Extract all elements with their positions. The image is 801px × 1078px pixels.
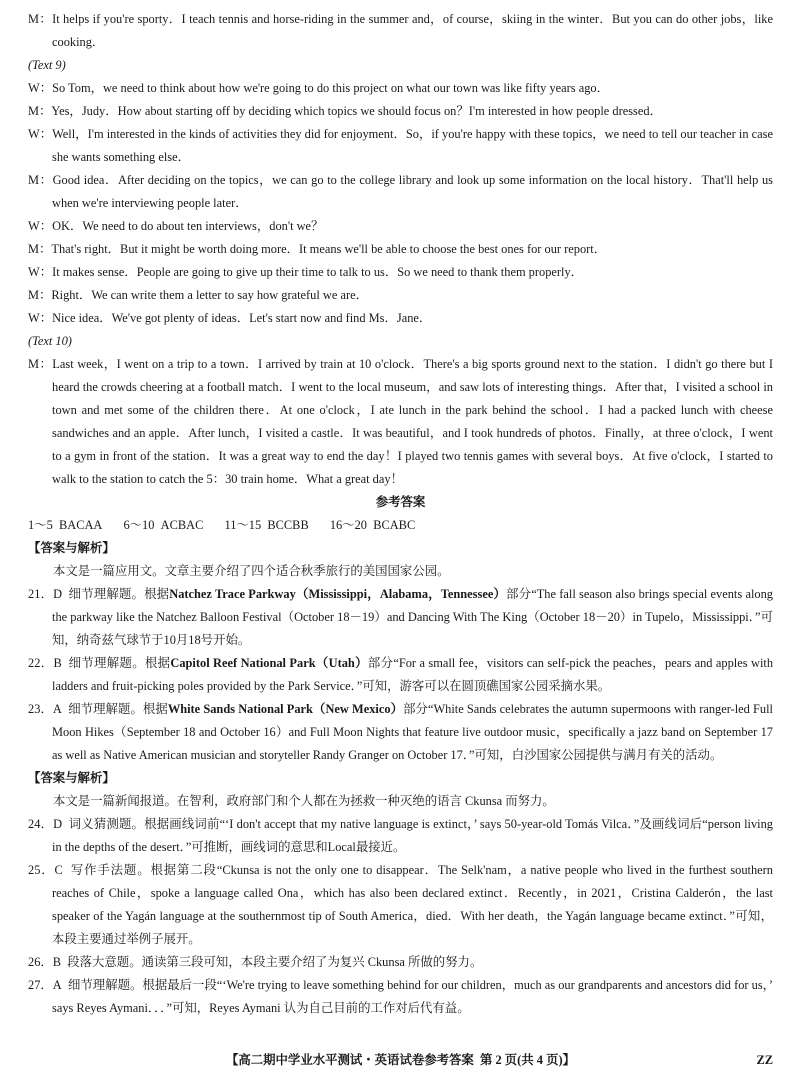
- transcript-line: M：It helps if you're sporty．I teach tennis and horse-riding in the summer and，of course，skiing in the winter．But you can do other jobs，like cooking．: [28, 12, 773, 49]
- transcript: [28, 8, 773, 491]
- answer-letters: ACBAC: [160, 518, 204, 532]
- answer-letters: BCCBB: [267, 518, 309, 532]
- explanation-item: 27．A 细节理解题。根据最后一段“‘We're trying to leave something behind for our children，much as our grandparents and ancestors did for us，’ says Reyes Aymani．．．”可知，Reyes Aymani 认为自己目前的工作对后代有益。: [28, 978, 774, 1015]
- item-number: 24．D: [28, 817, 63, 831]
- park-name: Capitol Reef National Park（Utah）: [170, 656, 368, 670]
- transcript-line: W：It makes sense．People are going to give up their time to talk to us．So we need to thank them properly．: [28, 265, 584, 279]
- explanation-item: 22．B 细节理解题。根据Capitol Reef National Park（Utah）部分“For a small fee，visitors can self-pick the peaches，pears and apples with ladders and fruit-picking poles provided by the Park Service．”可知，游客可以在圆顶礁国家公园采摘水果。: [28, 656, 774, 693]
- section-heading: 【答案与解析】: [28, 541, 115, 555]
- answer-range: 16～20: [329, 518, 367, 532]
- footer-code: ZZ: [756, 1053, 773, 1067]
- answer-key-row: [28, 514, 773, 537]
- item-number: 25．C: [28, 863, 63, 877]
- transcript-line: W：Well，I'm interested in the kinds of activities they did for enjoyment．So，if you're happy with these topics，we need to tell our teacher in case she wants something else．: [28, 127, 773, 164]
- footer-title: 【高二期中学业水平测试・英语试卷参考答案: [225, 1053, 474, 1067]
- explanation-item: 23．A 细节理解题。根据White Sands National Park（New Mexico）部分“White Sands celebrates the autumn supermoons with ranger-led Full Moon Hikes（September 18 and October 16）and Full Moon Nights that feature live outdoor music，specifically a jazz band on September 17 as well as Native American musician and storyteller Randy Granger on October 17．”可知，白沙国家公园提供与满月有关的活动。: [28, 702, 774, 762]
- transcript-line: W：So Tom，we need to think about how we're going to do this project on what our town was like fifty years ago．: [28, 81, 609, 95]
- item-number: 22．B: [28, 656, 62, 670]
- park-name: Natchez Trace Parkway（Mississippi，Alabama，Tennessee）: [169, 587, 507, 601]
- item-number: 26．B: [28, 955, 62, 969]
- answer-letters: BCABC: [373, 518, 416, 532]
- answer-range: 1～5: [28, 518, 53, 532]
- explanation-item: 21．D 细节理解题。根据Natchez Trace Parkway（Mississippi，Alabama，Tennessee）部分“The fall season also brings special events along the parkway like the Natchez Balloon Festival（October 18－19）and Dancing With The King（October 18－20）in Tupelo，Mississippi．”可知，纳奇兹气球节于10月18号开始。: [28, 587, 774, 647]
- transcript-line: M：Yes，Judy．How about starting off by deciding which topics we should focus on？I'm interested in how people dressed．: [28, 104, 662, 118]
- answer-range: 6～10: [123, 518, 155, 532]
- park-name: White Sands National Park（New Mexico）: [167, 702, 404, 716]
- answer-letters: BACAA: [58, 518, 103, 532]
- transcript-line: M：Good idea．After deciding on the topics，we can go to the college library and look up some information on the local history．That'll help us when we're interviewing people later．: [28, 173, 773, 210]
- page-footer: [28, 1049, 773, 1071]
- explanation-item: 25．C 写作手法题。根据第二段“Ckunsa is not the only one to disappear．The Selk'nam，a native people who lived in the furthest southern reaches of Chile，spoke a language called Ona，which has also been declared extinct．Recently，in 2021，Cristina Calderón，the last speaker of the Yagán language at the southernmost tip of South America，died．With her death，the Yagán language became extinct．”可知，本段主要通过举例子展开。: [28, 863, 774, 946]
- passage-summary: 本文是一篇新闻报道。在智利，政府部门和个人都在为拯救一种灭绝的语言 Ckunsa 而努力。: [53, 794, 555, 808]
- transcript-line: M：That's right．But it might be worth doing more．It means we'll be able to choose the best ones for our report．: [28, 242, 607, 256]
- footer-page-number: 第 2 页(共 4 页)】: [480, 1053, 575, 1067]
- item-number: 21．D: [28, 587, 63, 601]
- answer-key-title: 参考答案: [375, 495, 426, 509]
- explanation-item: 24．D 词义猜测题。根据画线词前“‘I don't accept that my native language is extinct，’ says 50-year-old Tomás Vilca．”及画线词后“person living in the depths of the desert．”可推断，画线词的意思和Local最接近。: [28, 817, 774, 854]
- text-label: (Text 10): [28, 334, 72, 348]
- transcript-line: W：OK．We need to do about ten interviews，don't we？: [28, 219, 324, 233]
- explanation-item: 26．B 段落大意题。通读第三段可知，本段主要介绍了为复兴 Ckunsa 所做的努力。: [28, 955, 483, 969]
- item-number: 23．A: [28, 702, 62, 716]
- section-heading: 【答案与解析】: [28, 771, 115, 785]
- item-number: 27．A: [28, 978, 62, 992]
- text-label: (Text 9): [28, 58, 66, 72]
- passage-summary: 本文是一篇应用文。文章主要介绍了四个适合秋季旅行的美国国家公园。: [53, 564, 450, 578]
- transcript-line: W：Nice idea．We've got plenty of ideas．Let's start now and find Ms．Jane．: [28, 311, 432, 325]
- transcript-line: M：Right．We can write them a letter to say how grateful we are．: [28, 288, 368, 302]
- transcript-line: M：Last week，I went on a trip to a town．I arrived by train at 10 o'clock．There's a big sports ground next to the station．I didn't go there but I heard the crowds cheering at a football match．I went to the local museum，and saw lots of interesting things．After that，I visited a school in town and met some of the children there．At one o'clock，I ate lunch in the park behind the school．I had a packed lunch with cheese sandwiches and an apple．After lunch，I visited a castle．It was beautiful，and I took hundreds of photos．Finally，at three o'clock，I went to a gym in front of the station．It was a great way to end the day！I played two tennis games with several boys．At five o'clock，I started to walk to the station to catch the 5：30 train home．What a great day！: [28, 357, 773, 486]
- answer-range: 11～15: [224, 518, 262, 532]
